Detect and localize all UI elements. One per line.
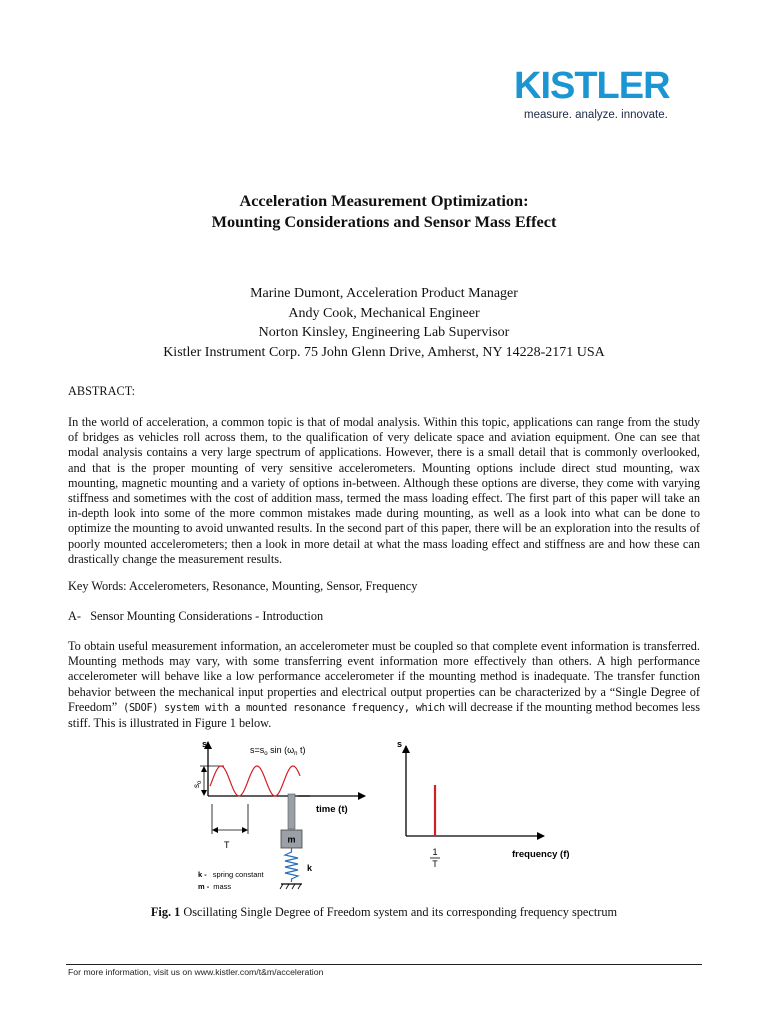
ground-hatch bbox=[286, 884, 289, 889]
section-a-text-mono: (SDOF) system with a mounted resonance frequency, which bbox=[117, 702, 445, 714]
caption-text: Oscillating Single Degree of Freedom system and its corresponding frequency spectrum bbox=[180, 905, 618, 919]
right-axis-s-label: s bbox=[397, 739, 403, 749]
keywords: Key Words: Accelerometers, Resonance, Mounting, Sensor, Frequency bbox=[68, 579, 418, 593]
ground-hatch bbox=[280, 884, 283, 889]
left-axis-s-label: s bbox=[202, 739, 208, 749]
section-a-heading: A- Sensor Mounting Considerations - Introduction bbox=[68, 609, 324, 623]
equation-label: $s=s_o$ $\sin (\omega_n$ t) bbox=[250, 745, 306, 757]
ground-hatch bbox=[292, 884, 295, 889]
author-line: Andy Cook, Mechanical Engineer bbox=[288, 305, 480, 321]
freq-numerator: 1 bbox=[432, 847, 438, 857]
paper-title bbox=[0, 190, 768, 232]
footer-text: For more information, visit us on www.kistler.com/t&m/acceleration bbox=[68, 967, 324, 977]
section-a-body bbox=[68, 639, 700, 731]
sine-wave bbox=[210, 766, 300, 796]
legend-k: k - spring constant bbox=[198, 870, 264, 879]
legend-m: m - mass bbox=[198, 882, 232, 891]
figure-caption bbox=[0, 905, 768, 920]
author-line: Marine Dumont, Acceleration Product Manager bbox=[250, 286, 518, 301]
oscillator-rod bbox=[288, 794, 295, 829]
time-axis-label: time (t) bbox=[316, 804, 348, 815]
logo-wordmark-text: KISTLER bbox=[514, 65, 670, 107]
section-a-text-2: will decrease if the mounting method becomes less stiff. This is illustrated in Figure 1 below. bbox=[68, 699, 700, 731]
spring-label: k bbox=[307, 863, 313, 873]
section-a-text-1: To obtain useful measurement information, an accelerometer must be coupled so that complete event information is transferred. Mounting methods may vary, with some transferring event information more effectively than others. A high performance accelerometer will behave like a low performance accelerometer if the mounting method is inadequate. The transfer function behavior between the mechanical input properties and electrical output properties can be characterized by a “Single Degree of Freedom” bbox=[68, 639, 700, 714]
abstract-heading: ABSTRACT: bbox=[68, 384, 136, 398]
mass-label: m bbox=[287, 834, 296, 845]
ground-hatch bbox=[298, 884, 301, 889]
freq-denominator: T bbox=[432, 859, 438, 869]
caption-label: Fig. 1 bbox=[150, 905, 181, 919]
author-line: Norton Kinsley, Engineering Lab Supervisor bbox=[258, 325, 510, 340]
author-block bbox=[0, 284, 768, 362]
frequency-axis-label: frequency (f) bbox=[512, 849, 570, 860]
kistler-logo bbox=[514, 64, 684, 126]
figure-1 bbox=[190, 734, 600, 896]
spring bbox=[285, 848, 298, 882]
title-line-2: Mounting Considerations and Sensor Mass Effect bbox=[211, 212, 557, 231]
footer-divider bbox=[66, 964, 702, 965]
logo-tagline: measure. analyze. innovate. bbox=[524, 109, 668, 121]
kistler-wordmark bbox=[514, 64, 684, 108]
amplitude-label: $s_o$ bbox=[192, 780, 203, 788]
affiliation-line: Kistler Instrument Corp. 75 John Glenn Drive, Amherst, NY 14228-2171 USA bbox=[163, 344, 605, 360]
figure-1-svg bbox=[190, 734, 600, 896]
period-label: T bbox=[224, 840, 230, 850]
title-line-1: Acceleration Measurement Optimization: bbox=[239, 191, 529, 210]
abstract-body: In the world of acceleration, a common topic is that of modal analysis. Within this topic, applications can range from the study of bridges as vehicles roll across them, to the qualification of very delicate space and aviation equipment. One can see that modal analysis contains a very large spectrum of applications. However, there is a small detail that is commonly overlooked, and that is the proper mounting of very sensitive accelerometers. Mounting options include direct stud mounting, wax mounting, magnetic mounting and a variety of options in-between. Although these options are diverse, they come with varying stiffness and sometimes with the cost of addition mass, termed the mass loading effect. The first part of this paper will take an in-depth look into some of the more common mistakes made during mounting, as well as a look into what can be done to optimize the mounting to avoid unwanted results. In the second part of this paper, there will be an exploration into the results of poorly mounted accelerometers; then a look in more detail at what the mass loading effect and stiffness are and how these can drastically change the measurement results. bbox=[68, 415, 700, 566]
